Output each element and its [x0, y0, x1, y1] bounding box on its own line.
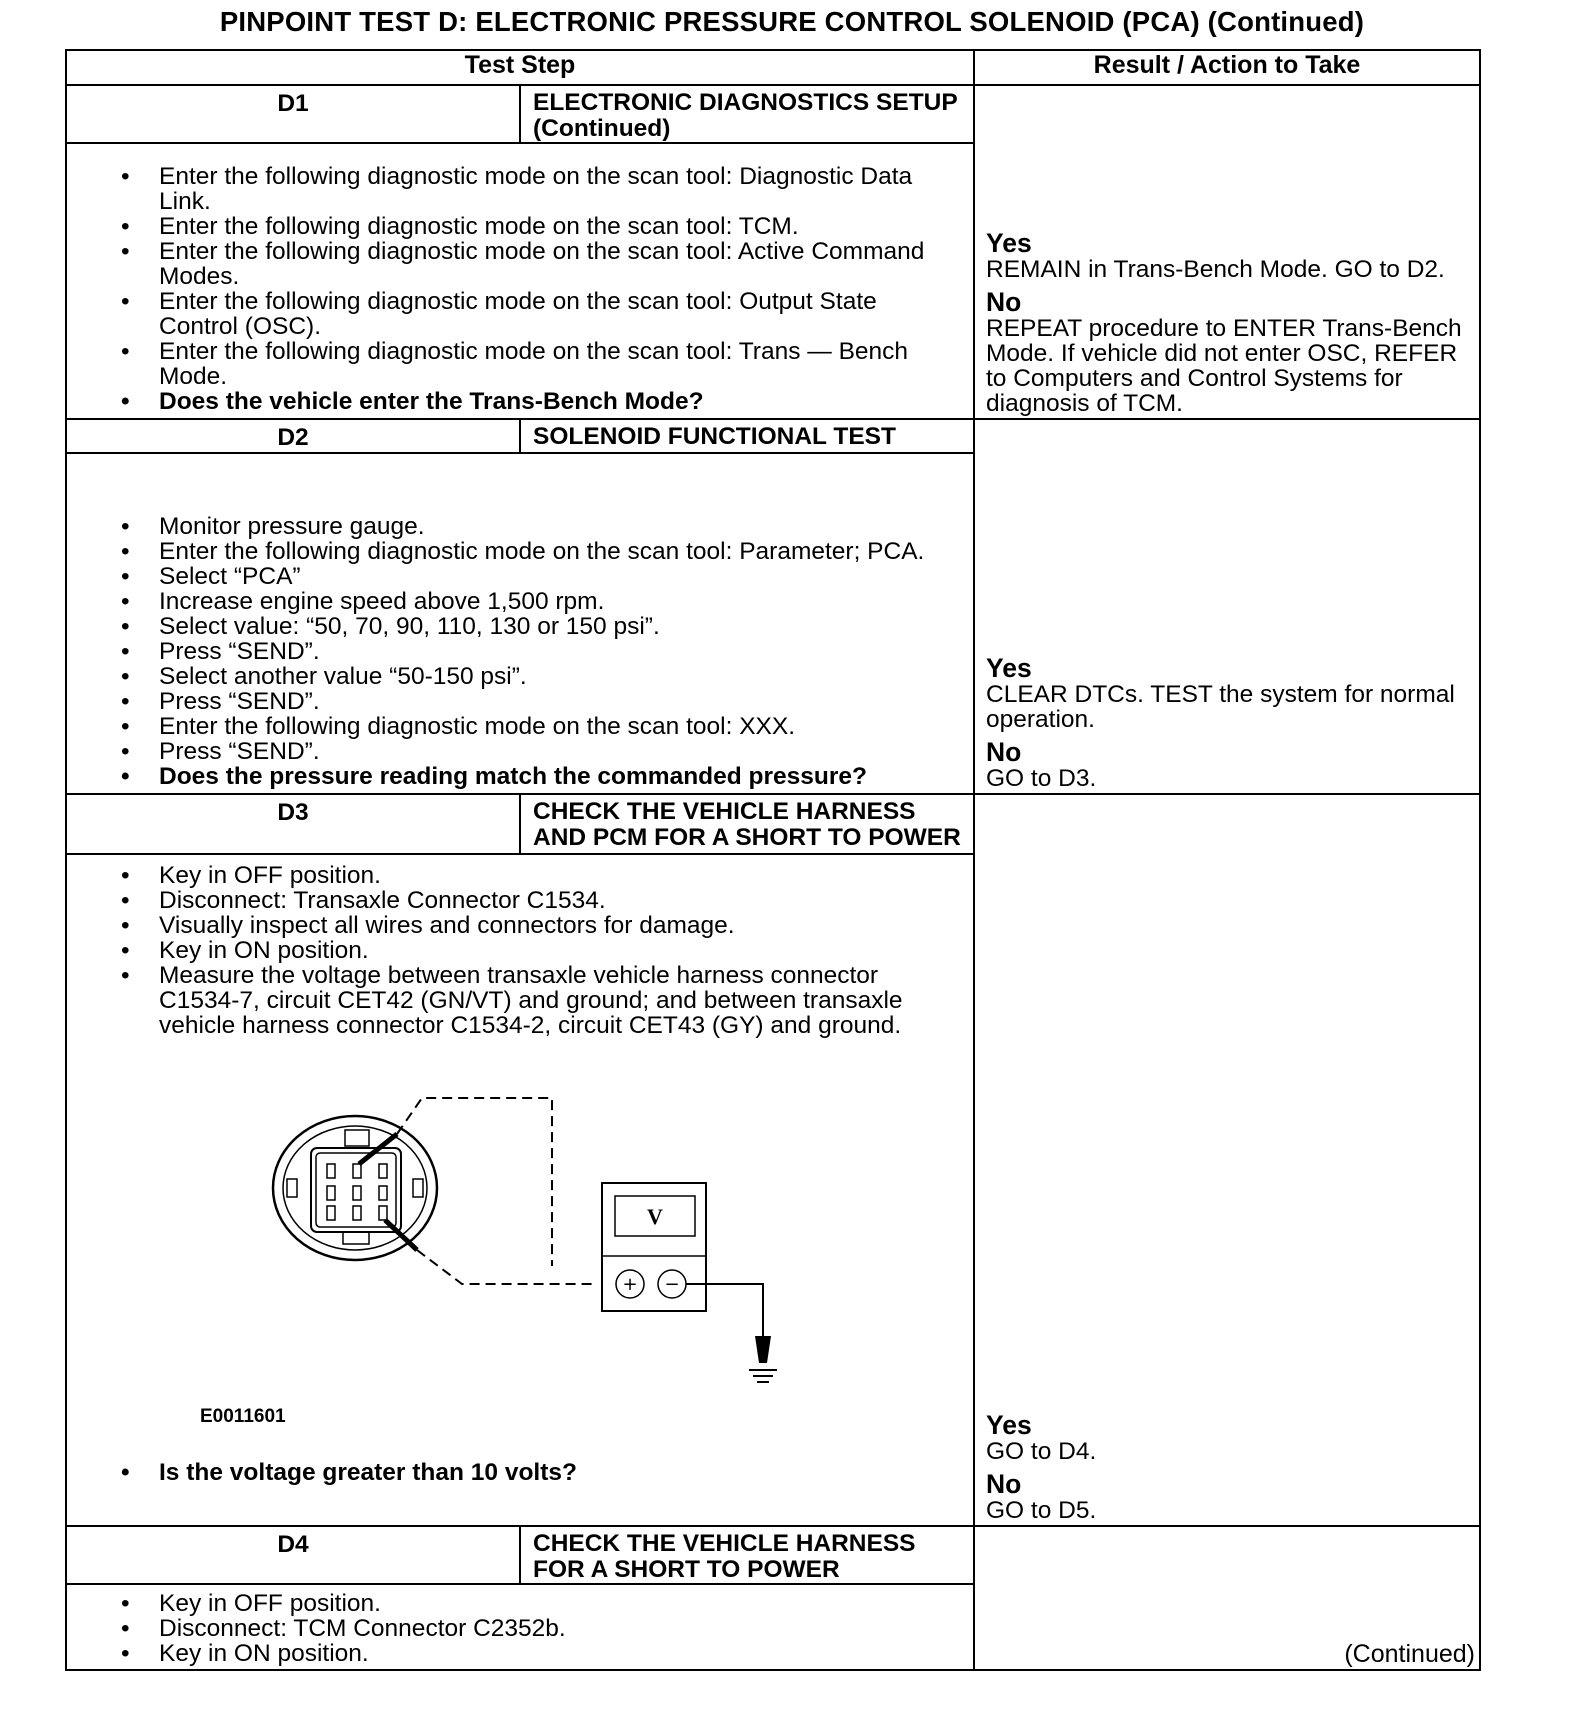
step-id: D4: [66, 1526, 520, 1584]
step-id: D3: [66, 794, 520, 854]
voltmeter-unit: V: [647, 1204, 663, 1229]
list-item: • Enter the following diagnostic mode on the scan tool: Active Command Modes.: [159, 239, 953, 289]
step-title: CHECK THE VEHICLE HARNESS AND PCM FOR A SHORT TO POWER: [520, 794, 974, 854]
step-d3-body: [66, 854, 974, 1526]
list-item: • Measure the voltage between transaxle vehicle harness connector C1534-7, circuit CET42 (GN/VT) and ground; and between transaxle vehicle harness connector C1534-2, circuit CET43 (GY) and ground.: [159, 963, 953, 1038]
voltage-test-diagram: [67, 1038, 973, 1468]
lead-black: [417, 1250, 595, 1284]
connector-latch-right: [413, 1179, 423, 1197]
list-item: • Enter the following diagnostic mode on the scan tool: Output State Control (OSC).: [159, 289, 953, 339]
list-item: • Monitor pressure gauge.: [159, 514, 953, 539]
list-item: • Enter the following diagnostic mode on the scan tool: XXX.: [159, 714, 953, 739]
list-item: • Select “PCA”: [159, 564, 953, 589]
list-item: • Enter the following diagnostic mode on the scan tool: TCM.: [159, 214, 953, 239]
list-item: • Select value: “50, 70, 90, 110, 130 or 150 psi”.: [159, 614, 953, 639]
step-id: D1: [66, 85, 520, 143]
connector-latch-left: [287, 1179, 297, 1197]
yes-label: Yes: [986, 1410, 1032, 1440]
no-action: REPEAT procedure to ENTER Trans-Bench Mode. If vehicle did not enter OSC, REFER to Computers and Control Systems for diagnosis of TCM.: [986, 315, 1462, 417]
step-d4-title-row: [66, 1526, 1480, 1584]
step-question: • Does the pressure reading match the commanded pressure?: [159, 764, 953, 789]
column-header-result: Result / Action to Take: [974, 50, 1480, 85]
list-item: • Press “SEND”.: [159, 689, 953, 714]
step-id: D2: [66, 419, 520, 453]
plus-symbol: +: [622, 1274, 638, 1295]
connector-key: [345, 1130, 369, 1146]
step-title: ELECTRONIC DIAGNOSTICS SETUP (Continued): [520, 85, 974, 143]
column-header-test-step: Test Step: [66, 50, 974, 85]
step-d2-list: [67, 514, 973, 789]
step-d2-result: [974, 419, 1480, 794]
list-item: • Visually inspect all wires and connectors for damage.: [159, 913, 953, 938]
connector-key-bottom: [343, 1232, 369, 1244]
step-question: • Does the vehicle enter the Trans-Bench Mode?: [159, 389, 953, 414]
ground-clip: [755, 1336, 771, 1363]
step-d4-body: [66, 1584, 974, 1670]
connector-pins: [327, 1164, 387, 1220]
yes-action: CLEAR DTCs. TEST the system for normal operation.: [986, 681, 1455, 733]
step-d2-title-row: [66, 419, 1480, 453]
list-item: • Key in ON position.: [159, 938, 953, 963]
step-d1-list: [67, 164, 973, 414]
list-item: • Key in OFF position.: [159, 1591, 953, 1616]
list-item: • Disconnect: Transaxle Connector C1534.: [159, 888, 953, 913]
step-d3-result: [974, 794, 1480, 1526]
lead-red: [397, 1098, 552, 1266]
no-label: No: [986, 287, 1022, 317]
step-d3-title-row: [66, 794, 1480, 854]
step-d4-list: [67, 1591, 973, 1666]
step-d1-title-row: [66, 85, 1480, 143]
step-title: SOLENOID FUNCTIONAL TEST: [520, 419, 974, 453]
list-item: • Increase engine speed above 1,500 rpm.: [159, 589, 953, 614]
list-item: • Key in ON position.: [159, 1641, 953, 1666]
no-label: No: [986, 737, 1022, 767]
connector-meter-illustration: [247, 1078, 807, 1408]
continued-note: (Continued): [1344, 1640, 1475, 1668]
no-action: GO to D3.: [986, 765, 1097, 792]
minus-symbol: −: [664, 1274, 680, 1295]
step-d2-body: [66, 453, 974, 794]
yes-action: GO to D4.: [986, 1438, 1097, 1465]
yes-action: REMAIN in Trans-Bench Mode. GO to D2.: [986, 256, 1445, 283]
step-title: CHECK THE VEHICLE HARNESS FOR A SHORT TO POWER: [520, 1526, 974, 1584]
no-label: No: [986, 1469, 1022, 1499]
list-item: • Press “SEND”.: [159, 639, 953, 664]
figure-id: E0011601: [200, 1406, 286, 1427]
step-d3-question-list: [67, 1460, 973, 1485]
list-item: • Enter the following diagnostic mode on the scan tool: Trans — Bench Mode.: [159, 339, 953, 389]
step-d3-list: [67, 863, 973, 1038]
list-item: • Press “SEND”.: [159, 739, 953, 764]
step-d1-result: [974, 85, 1480, 419]
list-item: • Key in OFF position.: [159, 863, 953, 888]
list-item: • Select another value “50-150 psi”.: [159, 664, 953, 689]
list-item: • Enter the following diagnostic mode on the scan tool: Parameter; PCA.: [159, 539, 953, 564]
pinpoint-test-table: [65, 49, 1481, 1671]
no-action: GO to D5.: [986, 1497, 1097, 1524]
table-header-row: [66, 50, 1480, 85]
list-item: • Enter the following diagnostic mode on the scan tool: Diagnostic Data Link.: [159, 164, 953, 214]
yes-label: Yes: [986, 228, 1032, 258]
step-question: • Is the voltage greater than 10 volts?: [159, 1460, 953, 1485]
page-title: PINPOINT TEST D: ELECTRONIC PRESSURE CONTROL SOLENOID (PCA) (Continued): [219, 6, 1365, 37]
step-d1-body: [66, 143, 974, 419]
list-item: • Disconnect: TCM Connector C2352b.: [159, 1616, 953, 1641]
yes-label: Yes: [986, 653, 1032, 683]
